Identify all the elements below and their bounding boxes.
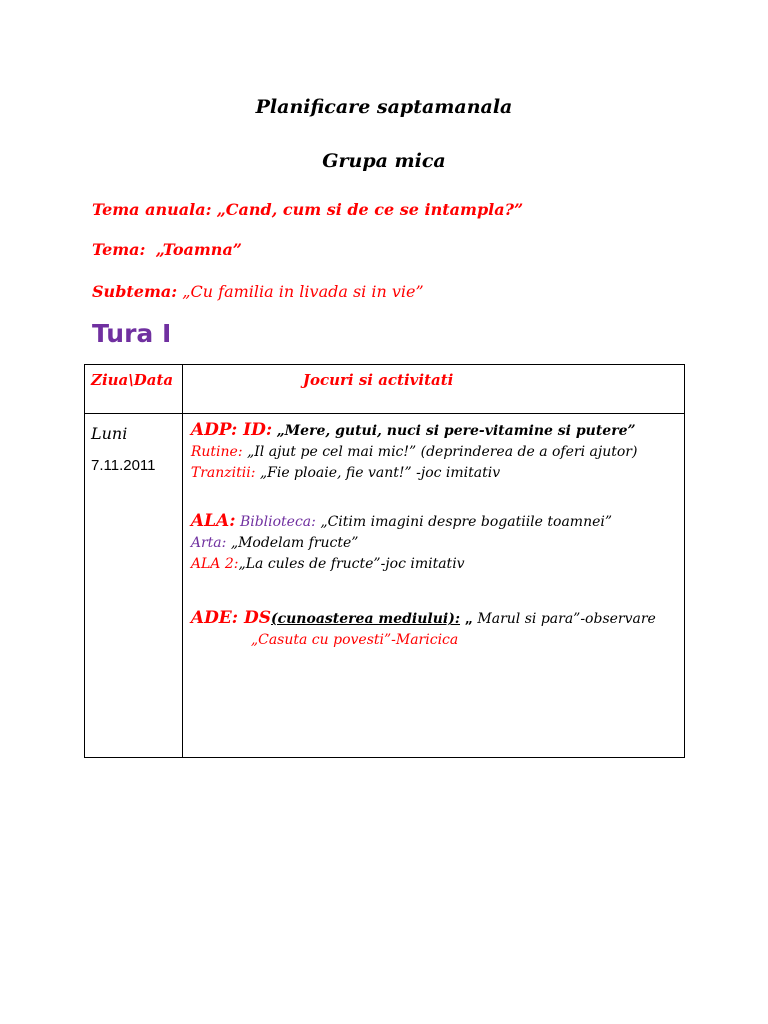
adp-line [191, 420, 684, 442]
ala-label: ALA: [190, 511, 236, 531]
spacer [191, 484, 684, 511]
theme-line [92, 240, 242, 259]
column-header-activities: Jocuri si activitati [182, 365, 684, 414]
adp-text: „Mere, gutui, nuci si pere-vitamine si putere” [276, 423, 636, 439]
arta-text: „Modelam fructe” [230, 535, 359, 551]
spacer [191, 575, 684, 608]
rutine-text: „Il ajut pe cel mai mic!” (deprinderea de a oferi ajutor) [247, 444, 638, 460]
day-name: Luni [91, 424, 128, 443]
adp-label: ADP: ID: [190, 420, 273, 440]
document-title: Planificare saptamanala [255, 96, 513, 118]
activities-cell [182, 414, 684, 758]
column-header-day: Ziua\Data [85, 365, 183, 414]
theme-value: „Toamna” [155, 240, 243, 259]
ade-line [191, 608, 684, 630]
ade-domain: (cunoasterea mediului): [270, 611, 460, 627]
rutine-line [191, 442, 684, 463]
ala2-line [191, 554, 684, 575]
story-line: „Casuta cu povesti”-Maricica [250, 632, 459, 648]
tranzitii-text: „Fie ploaie, fie vant!” -joc imitativ [259, 465, 501, 481]
table-header-row [85, 365, 685, 414]
theme-label: Tema: [92, 240, 146, 259]
arta-line [191, 533, 684, 554]
subtheme-line [92, 282, 424, 301]
tranzitii-label: Tranzitii: [190, 465, 256, 481]
annual-theme-value: „Cand, cum si de ce se intampla?” [216, 200, 524, 219]
ala2-text: „La cules de fructe”-joc imitativ [238, 556, 465, 572]
ade-open-quote: „ [460, 611, 473, 627]
activities-table [84, 364, 685, 758]
biblioteca-text: „Citim imagini despre bogatiile toamnei” [320, 514, 613, 530]
tranzitii-line [191, 463, 684, 484]
document-subtitle: Grupa mica [322, 150, 446, 172]
biblioteca-label: Biblioteca: [239, 514, 316, 530]
rutine-label: Rutine: [190, 444, 243, 460]
annual-theme-label: Tema anuala: [92, 200, 212, 219]
section-heading: Tura I [92, 319, 172, 348]
ade-label: ADE: DS [190, 608, 271, 628]
day-cell [85, 414, 183, 758]
table-row [85, 414, 685, 758]
annual-theme-line [92, 200, 523, 219]
ala-biblioteca-line [191, 511, 684, 533]
subtheme-label: Subtema: [92, 282, 178, 301]
subtheme-value: „Cu familia in livada si in vie” [182, 282, 424, 301]
day-date: 7.11.2011 [91, 457, 156, 474]
ala2-label: ALA 2: [190, 556, 239, 572]
arta-label: Arta: [190, 535, 227, 551]
ade-text: Marul si para”-observare [472, 611, 656, 627]
